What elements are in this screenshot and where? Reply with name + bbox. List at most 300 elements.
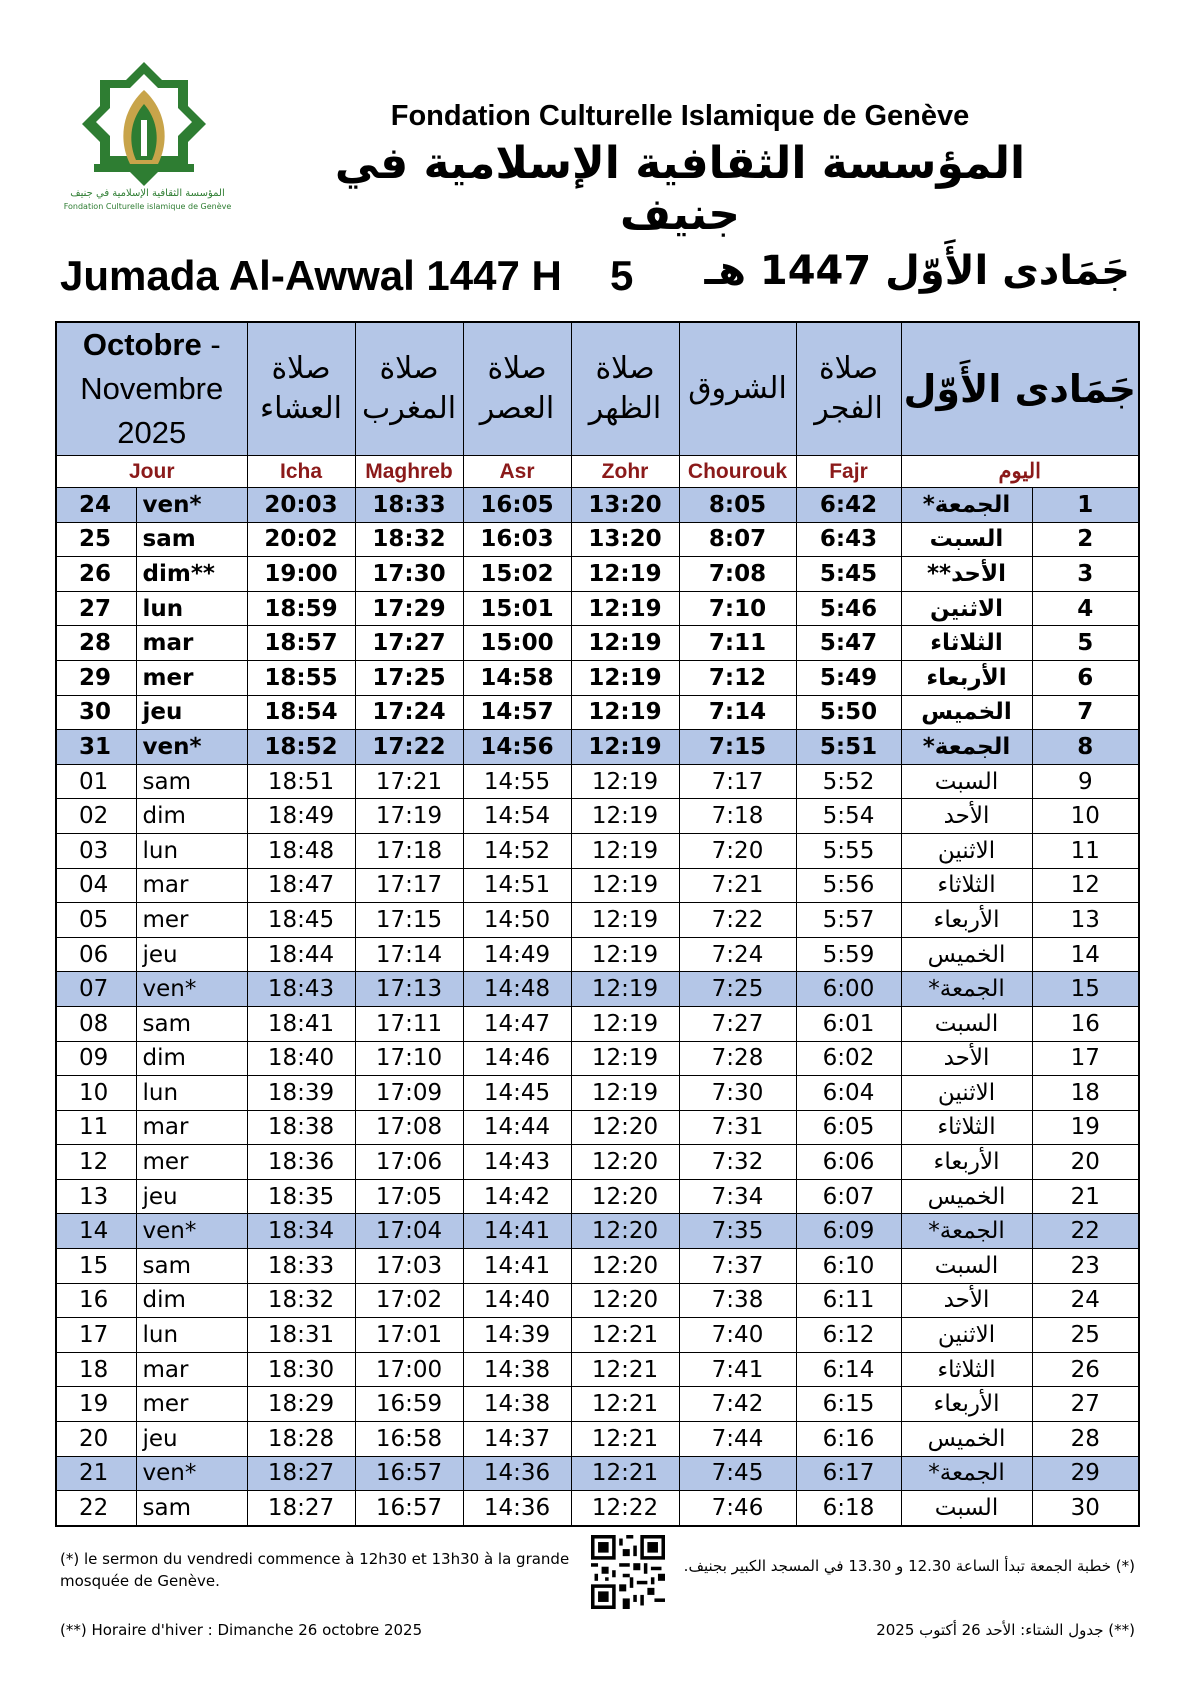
- cell-icha: 18:59: [247, 591, 355, 626]
- cell-day: ven*: [136, 1214, 247, 1249]
- cell-zohr: 12:19: [571, 1006, 679, 1041]
- cell-maghreb: 17:17: [355, 868, 463, 903]
- table-row: [56, 1456, 1139, 1491]
- table-row: [56, 972, 1139, 1007]
- cell-icha: 18:47: [247, 868, 355, 903]
- cell-hijri: 8: [1032, 730, 1139, 765]
- cell-asr: 14:36: [463, 1456, 571, 1491]
- cell-date: 11: [56, 1110, 136, 1145]
- cell-zohr: 12:19: [571, 591, 679, 626]
- cell-day-ar: الجمعة*: [901, 1456, 1032, 1491]
- cell-chourouk: 7:31: [679, 1110, 796, 1145]
- table-row: [56, 1041, 1139, 1076]
- cell-fajr: 5:56: [796, 868, 901, 903]
- cell-fajr: 6:01: [796, 1006, 901, 1041]
- cell-day-ar: الأحد: [901, 1283, 1032, 1318]
- cell-date: 27: [56, 591, 136, 626]
- cell-fajr: 5:57: [796, 903, 901, 938]
- cell-asr: 14:41: [463, 1249, 571, 1284]
- cell-chourouk: 7:20: [679, 833, 796, 868]
- cell-day: ven*: [136, 488, 247, 523]
- cell-day: mar: [136, 1352, 247, 1387]
- table-row: [56, 799, 1139, 834]
- subheader-chourouk: Chourouk: [679, 456, 796, 488]
- cell-zohr: 12:19: [571, 937, 679, 972]
- cell-chourouk: 7:42: [679, 1387, 796, 1422]
- cell-zohr: 12:20: [571, 1249, 679, 1284]
- cell-fajr: 6:07: [796, 1179, 901, 1214]
- cell-date: 06: [56, 937, 136, 972]
- cell-chourouk: 7:15: [679, 730, 796, 765]
- cell-asr: 14:44: [463, 1110, 571, 1145]
- cell-asr: 15:02: [463, 557, 571, 592]
- cell-maghreb: 17:27: [355, 626, 463, 661]
- cell-day-ar: الأحد: [901, 799, 1032, 834]
- cell-icha: 18:40: [247, 1041, 355, 1076]
- cell-day: lun: [136, 591, 247, 626]
- cell-day: ven*: [136, 972, 247, 1007]
- cell-fajr: 6:18: [796, 1491, 901, 1526]
- cell-day: mar: [136, 868, 247, 903]
- cell-icha: 18:34: [247, 1214, 355, 1249]
- cell-hijri: 10: [1032, 799, 1139, 834]
- cell-maghreb: 17:30: [355, 557, 463, 592]
- cell-hijri: 3: [1032, 557, 1139, 592]
- subheader-fajr: Fajr: [796, 456, 901, 488]
- cell-fajr: 6:11: [796, 1283, 901, 1318]
- cell-hijri: 19: [1032, 1110, 1139, 1145]
- cell-hijri: 25: [1032, 1318, 1139, 1353]
- cell-maghreb: 16:59: [355, 1387, 463, 1422]
- footnote-winter-ar: (**) جدول الشتاء: الأحد 26 أكتوب 2025: [876, 1621, 1135, 1639]
- cell-chourouk: 7:34: [679, 1179, 796, 1214]
- cell-date: 13: [56, 1179, 136, 1214]
- cell-maghreb: 17:10: [355, 1041, 463, 1076]
- cell-hijri: 21: [1032, 1179, 1139, 1214]
- cell-icha: 18:45: [247, 903, 355, 938]
- cell-maghreb: 17:01: [355, 1318, 463, 1353]
- cell-maghreb: 17:19: [355, 799, 463, 834]
- cell-maghreb: 17:04: [355, 1214, 463, 1249]
- cell-maghreb: 18:32: [355, 522, 463, 557]
- cell-maghreb: 18:33: [355, 488, 463, 523]
- subheader-zohr: Zohr: [571, 456, 679, 488]
- cell-day-ar: الأربعاء: [901, 903, 1032, 938]
- cell-icha: 20:02: [247, 522, 355, 557]
- cell-day: mer: [136, 1387, 247, 1422]
- cell-chourouk: 7:25: [679, 972, 796, 1007]
- cell-icha: 18:27: [247, 1456, 355, 1491]
- table-row: [56, 764, 1139, 799]
- cell-day: dim**: [136, 557, 247, 592]
- cell-day: sam: [136, 764, 247, 799]
- cell-hijri: 12: [1032, 868, 1139, 903]
- cell-fajr: 6:06: [796, 1145, 901, 1180]
- cell-day-ar: السبت: [901, 764, 1032, 799]
- cell-chourouk: 7:38: [679, 1283, 796, 1318]
- cell-date: 07: [56, 972, 136, 1007]
- cell-icha: 18:38: [247, 1110, 355, 1145]
- cell-icha: 18:29: [247, 1387, 355, 1422]
- subheader-asr: Asr: [463, 456, 571, 488]
- cell-hijri: 27: [1032, 1387, 1139, 1422]
- cell-chourouk: 7:32: [679, 1145, 796, 1180]
- table-row: [56, 626, 1139, 661]
- table-row: [56, 868, 1139, 903]
- cell-hijri: 5: [1032, 626, 1139, 661]
- cell-chourouk: 7:28: [679, 1041, 796, 1076]
- org-name-fr: Fondation Culturelle Islamique de Genève: [390, 100, 970, 132]
- cell-icha: 18:31: [247, 1318, 355, 1353]
- cell-day: jeu: [136, 695, 247, 730]
- cell-maghreb: 17:11: [355, 1006, 463, 1041]
- cell-asr: 14:58: [463, 660, 571, 695]
- table-row: [56, 1249, 1139, 1284]
- header-fajr: صلاة الفجر: [796, 322, 901, 456]
- cell-day-ar: الاثنين: [901, 1076, 1032, 1111]
- cell-zohr: 12:20: [571, 1283, 679, 1318]
- cell-icha: 18:41: [247, 1006, 355, 1041]
- cell-maghreb: 17:06: [355, 1145, 463, 1180]
- cell-chourouk: 7:44: [679, 1422, 796, 1457]
- hijri-month-title-ar: جَمَادى الأَوّل 1447 هـ: [704, 248, 1130, 294]
- cell-fajr: 5:46: [796, 591, 901, 626]
- cell-icha: 18:44: [247, 937, 355, 972]
- cell-maghreb: 17:08: [355, 1110, 463, 1145]
- cell-chourouk: 7:10: [679, 591, 796, 626]
- cell-day: lun: [136, 1076, 247, 1111]
- cell-day-ar: السبت: [901, 1249, 1032, 1284]
- cell-day-ar: الثلاثاء: [901, 1110, 1032, 1145]
- cell-date: 05: [56, 903, 136, 938]
- table-row: [56, 1214, 1139, 1249]
- header-zohr: صلاة الظهر: [571, 322, 679, 456]
- table-row: [56, 1110, 1139, 1145]
- cell-date: 29: [56, 660, 136, 695]
- cell-asr: 14:49: [463, 937, 571, 972]
- cell-date: 15: [56, 1249, 136, 1284]
- cell-date: 17: [56, 1318, 136, 1353]
- cell-zohr: 12:21: [571, 1352, 679, 1387]
- cell-icha: 18:48: [247, 833, 355, 868]
- cell-asr: 14:45: [463, 1076, 571, 1111]
- cell-hijri: 13: [1032, 903, 1139, 938]
- cell-hijri: 2: [1032, 522, 1139, 557]
- cell-zohr: 12:19: [571, 660, 679, 695]
- cell-maghreb: 17:24: [355, 695, 463, 730]
- cell-zohr: 12:20: [571, 1110, 679, 1145]
- cell-day-ar: الجمعة*: [901, 488, 1032, 523]
- table-row: [56, 730, 1139, 765]
- cell-asr: 14:55: [463, 764, 571, 799]
- table-row: [56, 1387, 1139, 1422]
- cell-day-ar: السبت: [901, 1491, 1032, 1526]
- cell-date: 14: [56, 1214, 136, 1249]
- cell-fajr: 5:55: [796, 833, 901, 868]
- cell-asr: 14:46: [463, 1041, 571, 1076]
- cell-maghreb: 16:57: [355, 1491, 463, 1526]
- cell-date: 22: [56, 1491, 136, 1526]
- cell-day: sam: [136, 522, 247, 557]
- cell-chourouk: 7:41: [679, 1352, 796, 1387]
- table-row: [56, 1145, 1139, 1180]
- header-isha: صلاة العشاء: [247, 322, 355, 456]
- cell-maghreb: 17:13: [355, 972, 463, 1007]
- logo-caption-fr: Fondation Culturelle islamique de Genève: [63, 202, 232, 211]
- cell-asr: 14:38: [463, 1387, 571, 1422]
- cell-hijri: 26: [1032, 1352, 1139, 1387]
- cell-maghreb: 17:22: [355, 730, 463, 765]
- cell-date: 10: [56, 1076, 136, 1111]
- cell-hijri: 7: [1032, 695, 1139, 730]
- subheader-icha: Icha: [247, 456, 355, 488]
- cell-day-ar: الثلاثاء: [901, 868, 1032, 903]
- cell-hijri: 24: [1032, 1283, 1139, 1318]
- table-row: [56, 1318, 1139, 1353]
- cell-zohr: 12:19: [571, 695, 679, 730]
- cell-fajr: 6:12: [796, 1318, 901, 1353]
- cell-hijri: 29: [1032, 1456, 1139, 1491]
- footnote-sermon-ar: (*) خطبة الجمعة تبدأ الساعة 12.30 و 13.30 في المسجد الكبير بجنيف.: [683, 1557, 1135, 1575]
- cell-hijri: 17: [1032, 1041, 1139, 1076]
- cell-zohr: 12:21: [571, 1456, 679, 1491]
- cell-maghreb: 17:03: [355, 1249, 463, 1284]
- cell-chourouk: 7:27: [679, 1006, 796, 1041]
- prayer-times-table: [55, 321, 1140, 1527]
- cell-hijri: 4: [1032, 591, 1139, 626]
- cell-chourouk: 7:17: [679, 764, 796, 799]
- cell-date: 24: [56, 488, 136, 523]
- table-row: [56, 1352, 1139, 1387]
- cell-icha: 19:00: [247, 557, 355, 592]
- cell-date: 12: [56, 1145, 136, 1180]
- cell-day-ar: الأربعاء: [901, 660, 1032, 695]
- cell-chourouk: 7:35: [679, 1214, 796, 1249]
- table-row: [56, 557, 1139, 592]
- cell-hijri: 15: [1032, 972, 1139, 1007]
- cell-day: mer: [136, 903, 247, 938]
- cell-day-ar: الثلاثاء: [901, 626, 1032, 661]
- cell-zohr: 12:19: [571, 868, 679, 903]
- cell-maghreb: 17:25: [355, 660, 463, 695]
- cell-maghreb: 17:29: [355, 591, 463, 626]
- cell-zohr: 12:19: [571, 626, 679, 661]
- cell-fajr: 6:05: [796, 1110, 901, 1145]
- cell-day-ar: الأحد: [901, 1041, 1032, 1076]
- cell-fajr: 6:14: [796, 1352, 901, 1387]
- cell-day-ar: السبت: [901, 522, 1032, 557]
- cell-date: 02: [56, 799, 136, 834]
- cell-icha: 20:03: [247, 488, 355, 523]
- cell-fajr: 6:09: [796, 1214, 901, 1249]
- hijri-month-title-fr: Jumada Al-Awwal 1447 H: [60, 252, 562, 299]
- cell-zohr: 12:21: [571, 1387, 679, 1422]
- cell-date: 19: [56, 1387, 136, 1422]
- cell-day: dim: [136, 799, 247, 834]
- cell-zohr: 12:19: [571, 903, 679, 938]
- cell-date: 25: [56, 522, 136, 557]
- cell-day: sam: [136, 1491, 247, 1526]
- cell-day: sam: [136, 1006, 247, 1041]
- cell-asr: 14:39: [463, 1318, 571, 1353]
- cell-day-ar: الخميس: [901, 695, 1032, 730]
- table-row: [56, 1006, 1139, 1041]
- cell-icha: 18:54: [247, 695, 355, 730]
- cell-chourouk: 7:37: [679, 1249, 796, 1284]
- cell-icha: 18:55: [247, 660, 355, 695]
- cell-hijri: 28: [1032, 1422, 1139, 1457]
- cell-asr: 14:48: [463, 972, 571, 1007]
- footnote-sermon-fr: (*) le sermon du vendredi commence à 12h30 et 13h30 à la grande mosquée de Genève.: [60, 1550, 570, 1590]
- cell-hijri: 23: [1032, 1249, 1139, 1284]
- cell-maghreb: 17:00: [355, 1352, 463, 1387]
- cell-date: 28: [56, 626, 136, 661]
- cell-zohr: 12:21: [571, 1422, 679, 1457]
- cell-fajr: 6:10: [796, 1249, 901, 1284]
- table-subheader-row: [56, 456, 1139, 488]
- cell-day-ar: الثلاثاء: [901, 1352, 1032, 1387]
- cell-asr: 14:52: [463, 833, 571, 868]
- cell-asr: 14:38: [463, 1352, 571, 1387]
- cell-date: 04: [56, 868, 136, 903]
- cell-asr: 14:40: [463, 1283, 571, 1318]
- table-row: [56, 660, 1139, 695]
- cell-date: 18: [56, 1352, 136, 1387]
- cell-chourouk: 7:12: [679, 660, 796, 695]
- cell-hijri: 20: [1032, 1145, 1139, 1180]
- cell-maghreb: 17:09: [355, 1076, 463, 1111]
- cell-day: dim: [136, 1041, 247, 1076]
- header-hijri-month: جَمَادى الأَوّل: [901, 322, 1139, 456]
- cell-maghreb: 17:21: [355, 764, 463, 799]
- cell-day-ar: الاثنين: [901, 1318, 1032, 1353]
- table-row: [56, 1422, 1139, 1457]
- table-row: [56, 1179, 1139, 1214]
- cell-asr: 14:47: [463, 1006, 571, 1041]
- cell-date: 30: [56, 695, 136, 730]
- cell-hijri: 14: [1032, 937, 1139, 972]
- cell-zohr: 13:20: [571, 522, 679, 557]
- cell-fajr: 5:50: [796, 695, 901, 730]
- cell-chourouk: 7:14: [679, 695, 796, 730]
- org-name-ar: المؤسسة الثقافية الإسلامية في جنيف: [334, 138, 1026, 240]
- cell-zohr: 12:19: [571, 1076, 679, 1111]
- cell-date: 31: [56, 730, 136, 765]
- qr-code[interactable]: [591, 1535, 665, 1609]
- cell-chourouk: 8:05: [679, 488, 796, 523]
- table-row: [56, 591, 1139, 626]
- cell-icha: 18:36: [247, 1145, 355, 1180]
- table-header-row: [56, 322, 1139, 456]
- cell-fajr: 5:52: [796, 764, 901, 799]
- cell-icha: 18:43: [247, 972, 355, 1007]
- cell-hijri: 1: [1032, 488, 1139, 523]
- cell-day: lun: [136, 1318, 247, 1353]
- cell-day-ar: الخميس: [901, 1422, 1032, 1457]
- cell-icha: 18:28: [247, 1422, 355, 1457]
- cell-fajr: 6:04: [796, 1076, 901, 1111]
- cell-maghreb: 17:02: [355, 1283, 463, 1318]
- cell-zohr: 12:19: [571, 833, 679, 868]
- cell-fajr: 5:47: [796, 626, 901, 661]
- cell-asr: 14:41: [463, 1214, 571, 1249]
- cell-zohr: 13:20: [571, 488, 679, 523]
- table-row: [56, 695, 1139, 730]
- cell-day: ven*: [136, 1456, 247, 1491]
- cell-icha: 18:51: [247, 764, 355, 799]
- cell-zohr: 12:20: [571, 1179, 679, 1214]
- cell-icha: 18:57: [247, 626, 355, 661]
- cell-icha: 18:30: [247, 1352, 355, 1387]
- cell-fajr: 6:02: [796, 1041, 901, 1076]
- cell-day-ar: الأربعاء: [901, 1387, 1032, 1422]
- cell-fajr: 6:43: [796, 522, 901, 557]
- cell-chourouk: 7:46: [679, 1491, 796, 1526]
- cell-maghreb: 16:57: [355, 1456, 463, 1491]
- cell-hijri: 9: [1032, 764, 1139, 799]
- cell-day: mer: [136, 1145, 247, 1180]
- table-row: [56, 903, 1139, 938]
- cell-asr: 14:50: [463, 903, 571, 938]
- cell-day: jeu: [136, 1179, 247, 1214]
- cell-fajr: 6:00: [796, 972, 901, 1007]
- cell-date: 20: [56, 1422, 136, 1457]
- cell-day: ven*: [136, 730, 247, 765]
- cell-zohr: 12:20: [571, 1145, 679, 1180]
- table-row: [56, 937, 1139, 972]
- cell-maghreb: 17:15: [355, 903, 463, 938]
- cell-fajr: 6:15: [796, 1387, 901, 1422]
- cell-fajr: 6:42: [796, 488, 901, 523]
- hijri-month-number: 5: [610, 252, 634, 299]
- cell-day: mar: [136, 1110, 247, 1145]
- cell-fajr: 5:51: [796, 730, 901, 765]
- cell-zohr: 12:19: [571, 799, 679, 834]
- cell-chourouk: 7:11: [679, 626, 796, 661]
- cell-zohr: 12:22: [571, 1491, 679, 1526]
- cell-day: jeu: [136, 937, 247, 972]
- cell-maghreb: 17:14: [355, 937, 463, 972]
- table-row: [56, 1076, 1139, 1111]
- cell-asr: 14:36: [463, 1491, 571, 1526]
- cell-zohr: 12:19: [571, 730, 679, 765]
- cell-day: sam: [136, 1249, 247, 1284]
- cell-zohr: 12:21: [571, 1318, 679, 1353]
- cell-hijri: 18: [1032, 1076, 1139, 1111]
- cell-fajr: 5:45: [796, 557, 901, 592]
- gregorian-months-header: Octobre - Novembre 2025: [56, 322, 247, 456]
- cell-icha: 18:35: [247, 1179, 355, 1214]
- cell-hijri: 11: [1032, 833, 1139, 868]
- cell-fajr: 6:17: [796, 1456, 901, 1491]
- cell-day-ar: الاثنين: [901, 833, 1032, 868]
- cell-asr: 14:56: [463, 730, 571, 765]
- cell-asr: 14:42: [463, 1179, 571, 1214]
- cell-day-ar: الجمعة*: [901, 1214, 1032, 1249]
- cell-zohr: 12:19: [571, 764, 679, 799]
- cell-day: lun: [136, 833, 247, 868]
- table-row: [56, 1283, 1139, 1318]
- table-row: [56, 488, 1139, 523]
- cell-chourouk: 8:07: [679, 522, 796, 557]
- cell-asr: 14:54: [463, 799, 571, 834]
- cell-icha: 18:49: [247, 799, 355, 834]
- cell-date: 26: [56, 557, 136, 592]
- cell-zohr: 12:19: [571, 972, 679, 1007]
- header-maghrib: صلاة المغرب: [355, 322, 463, 456]
- cell-fajr: 5:59: [796, 937, 901, 972]
- cell-fajr: 5:49: [796, 660, 901, 695]
